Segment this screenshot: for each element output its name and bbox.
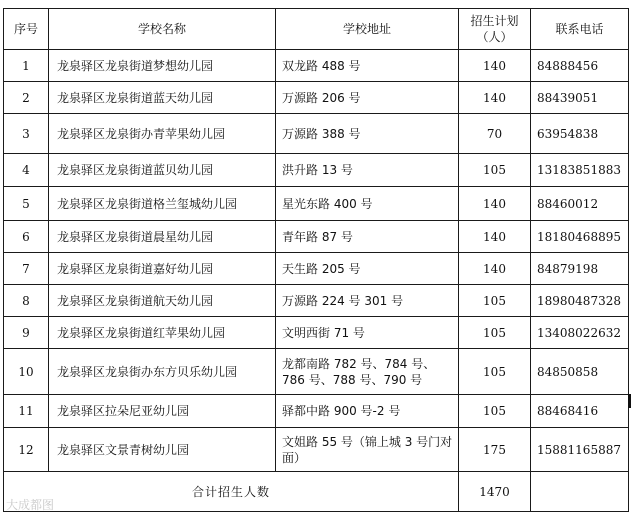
row-school-address: 星光东路 400 号 [276, 187, 459, 221]
row-school-address: 万源路 224 号 301 号 [276, 285, 459, 317]
row-contact-phone: 84879198 [531, 253, 629, 285]
row-contact-phone: 88460012 [531, 187, 629, 221]
row-contact-phone: 63954838 [531, 114, 629, 154]
table-row [4, 50, 629, 82]
row-contact-phone: 13183851883 [531, 154, 629, 187]
row-school-name: 龙泉驿区文景青树幼儿园 [49, 428, 276, 472]
row-school-address: 天生路 205 号 [276, 253, 459, 285]
row-school-address: 洪升路 13 号 [276, 154, 459, 187]
row-contact-phone: 18180468895 [531, 221, 629, 253]
header-school-address: 学校地址 [276, 9, 459, 50]
row-enrollment-plan: 105 [459, 154, 531, 187]
table-row [4, 82, 629, 114]
header-enrollment-plan-line1: 招生计划 [470, 14, 519, 28]
table-row [4, 253, 629, 285]
row-school-address: 龙都南路 782 号、784 号、786 号、788 号、790 号 [276, 349, 459, 395]
row-enrollment-plan: 140 [459, 82, 531, 114]
row-enrollment-plan: 140 [459, 253, 531, 285]
row-enrollment-plan: 140 [459, 221, 531, 253]
table-row [4, 395, 629, 428]
header-contact-phone: 联系电话 [531, 9, 629, 50]
row-school-name: 龙泉驿区龙泉街道梦想幼儿园 [49, 50, 276, 82]
total-row [4, 472, 629, 512]
row-no: 12 [4, 428, 49, 472]
kindergarten-enrollment-table [3, 8, 629, 512]
row-school-name: 龙泉驿区龙泉街道晨星幼儿园 [49, 221, 276, 253]
table-row [4, 154, 629, 187]
row-enrollment-plan: 70 [459, 114, 531, 154]
total-label: 合计招生人数 [4, 472, 459, 512]
table-row [4, 317, 629, 349]
row-school-name: 龙泉驿区拉朵尼亚幼儿园 [49, 395, 276, 428]
row-contact-phone: 18980487328 [531, 285, 629, 317]
row-school-name: 龙泉驿区龙泉街办东方贝乐幼儿园 [49, 349, 276, 395]
row-no: 7 [4, 253, 49, 285]
row-enrollment-plan: 140 [459, 187, 531, 221]
row-no: 5 [4, 187, 49, 221]
row-contact-phone: 84888456 [531, 50, 629, 82]
row-school-address: 双龙路 488 号 [276, 50, 459, 82]
row-school-name: 龙泉驿区龙泉街道蓝天幼儿园 [49, 82, 276, 114]
header-enrollment-plan [459, 9, 531, 50]
row-school-name: 龙泉驿区龙泉街道蓝贝幼儿园 [49, 154, 276, 187]
row-school-name: 龙泉驿区龙泉街道航天幼儿园 [49, 285, 276, 317]
row-enrollment-plan: 105 [459, 285, 531, 317]
row-no: 8 [4, 285, 49, 317]
row-contact-phone: 15881165887 [531, 428, 629, 472]
watermark: 大成都图 [6, 498, 55, 512]
table-row [4, 285, 629, 317]
row-school-address: 万源路 206 号 [276, 82, 459, 114]
row-enrollment-plan: 105 [459, 349, 531, 395]
row-school-address: 万源路 388 号 [276, 114, 459, 154]
row-enrollment-plan: 140 [459, 50, 531, 82]
row-school-name: 龙泉驿区龙泉街道红苹果幼儿园 [49, 317, 276, 349]
row-no: 6 [4, 221, 49, 253]
header-no: 序号 [4, 9, 49, 50]
table-body [4, 50, 629, 512]
row-no: 11 [4, 395, 49, 428]
row-no: 1 [4, 50, 49, 82]
row-enrollment-plan: 175 [459, 428, 531, 472]
row-enrollment-plan: 105 [459, 395, 531, 428]
table-row [4, 187, 629, 221]
row-no: 10 [4, 349, 49, 395]
table-row [4, 114, 629, 154]
page-edge-marker [628, 394, 631, 408]
row-school-name: 龙泉驿区龙泉街办青苹果幼儿园 [49, 114, 276, 154]
row-no: 4 [4, 154, 49, 187]
header-school-name: 学校名称 [49, 9, 276, 50]
row-contact-phone: 88468416 [531, 395, 629, 428]
row-school-address: 文姐路 55 号（锦上城 3 号门对面） [276, 428, 459, 472]
row-contact-phone: 84850858 [531, 349, 629, 395]
row-school-address: 青年路 87 号 [276, 221, 459, 253]
total-phone-empty [531, 472, 629, 512]
row-school-address: 文明西街 71 号 [276, 317, 459, 349]
row-school-name: 龙泉驿区龙泉街道格兰玺城幼儿园 [49, 187, 276, 221]
table-header [4, 9, 629, 50]
row-school-address: 驿都中路 900 号-2 号 [276, 395, 459, 428]
row-contact-phone: 13408022632 [531, 317, 629, 349]
table-row [4, 221, 629, 253]
table-row [4, 349, 629, 395]
row-no: 9 [4, 317, 49, 349]
row-no: 3 [4, 114, 49, 154]
header-enrollment-plan-line2: （人） [476, 30, 513, 44]
table-row [4, 428, 629, 472]
total-value: 1470 [459, 472, 531, 512]
row-no: 2 [4, 82, 49, 114]
row-enrollment-plan: 105 [459, 317, 531, 349]
row-school-name: 龙泉驿区龙泉街道嘉好幼儿园 [49, 253, 276, 285]
header-row [4, 9, 629, 50]
row-contact-phone: 88439051 [531, 82, 629, 114]
